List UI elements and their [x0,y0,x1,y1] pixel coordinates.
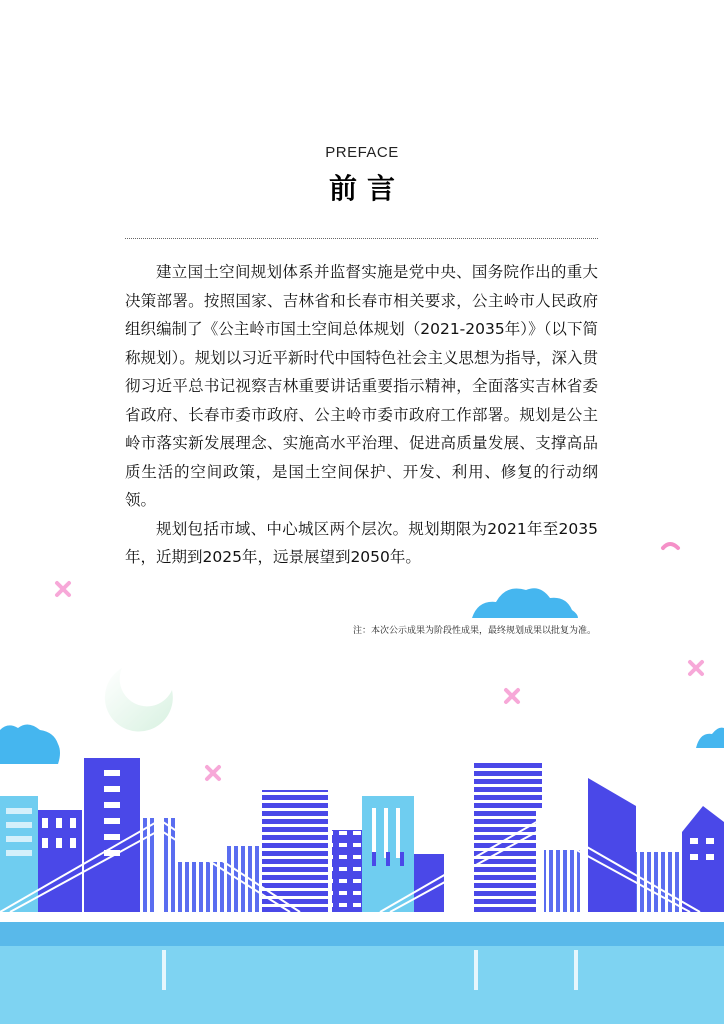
page-title: 前言 [328,172,405,205]
cloud-icon [0,588,724,764]
preface-paragraph-2: 规划包括市域、中心城区两个层次。规划期限为2021年至2035年，近期到2025年，远景展望到2050年。 [125,519,598,566]
preface-paragraph-1: 建立国土空间规划体系并监督实施是党中央、国务院作出的重大决策部署。按照国家、吉林省和长春市相关要求，公主岭市人民政府组织编制了《公主岭市国土空间总体规划（2021-2035年）》（以下简称规划）。规划以习近平新时代中国特色社会主义思想为指导，深入贯彻习近平总书记视察吉林重要讲话重要指示精神，全面落实吉林省委省政府、长春市委市政府、公主岭市委市政府工作部署。规划是公主岭市落实新发展理念、实施高水平治理、促进高质量发展、支撑高品质生活的空间政策，是国土空间保护、开发、利用、修复的行动纲领。 [125,263,598,509]
page-subtitle: PREFACE [325,144,399,161]
small-cloud-icon [663,544,678,548]
decorative-cross-icon [57,583,702,779]
moon-icon [105,668,173,732]
disclaimer-note: 注：本次公示成果为阶段性成果，最终规划成果以批复为准。 [352,626,596,636]
bridge-deck [0,912,724,922]
